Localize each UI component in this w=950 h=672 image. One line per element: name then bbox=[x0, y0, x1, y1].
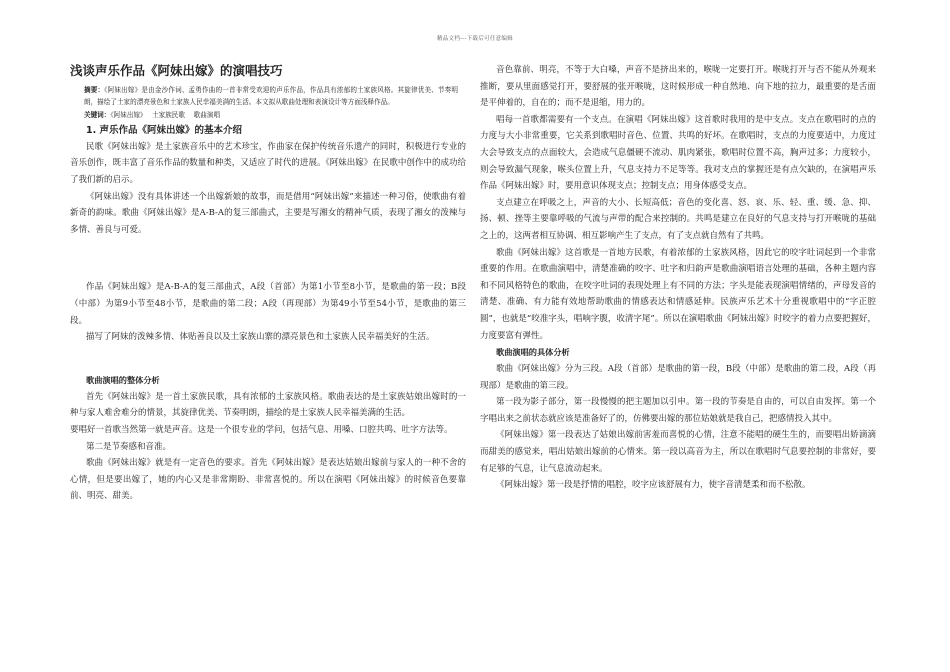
left-paragraph-2: 《阿妹出嫁》没有具体讲述一个出嫁新娘的故事，而是借用“阿妹出嫁”来描述一种习俗，使歌曲有着新奇的韵味。歌曲《阿妹出嫁》是A-B-A的复三部曲式，主要是写湘女的精神气质，表现了湘女的泼辣与多情、善良与可爱。 bbox=[70, 191, 466, 235]
left-paragraph-7: 第二是节奏感和音准。 bbox=[86, 441, 172, 452]
left-column bbox=[70, 62, 466, 505]
right-paragraph-5: 歌曲《阿妹出嫁》分为三段。A段（首部）是歌曲的第一段，B段（中部）是歌曲的第二段，A段（再现部）是歌曲的第三段。 bbox=[480, 364, 876, 391]
right-paragraph-7: 《阿妹出嫁》第一段表达了姑娘出嫁前害羞而喜悦的心情，注意不能唱的硬生生的，而要唱出娇滴滴而甜美的感觉来，唱出姑娘出嫁前的心情来。第一段以高音为主，所以在歌唱时气息要控制的非常好，要有足够的气息，让气息流动起来。 bbox=[480, 430, 876, 474]
right-paragraph-2: 唱每一首歌都需要有一个支点。在演唱《阿妹出嫁》这首歌时我用的是中支点。支点在歌唱时的点的力度与大小非常重要，它关系到歌唱时音色、位置、共鸣的好坏。在歌唱时，支点的力度要适中，力度过大会导致支点的点面较大，会造成气息僵硬不流动、肌肉紧张，歌唱时位置不高，胸声过多；力度较小，则会导致漏气现象，喉头位置上升，气息支持力不足等等。我对支点的掌握还是有点欠缺的，在演唱声乐作品《阿妹出嫁》时，要用意识体现支点；控制支点；用身体感受支点。 bbox=[480, 114, 876, 192]
left-paragraph-8: 歌曲《阿妹出嫁》就是有一定音色的要求。首先《阿妹出嫁》是表达姑娘出嫁前与家人的一种不舍的心情，但是要出嫁了，她的内心又是非常期盼、非常喜悦的。所以在演唱《阿妹出嫁》的时候音色要靠前、明亮、甜美。 bbox=[70, 458, 466, 502]
left-paragraph-1: 民歌《阿妹出嫁》是土家族音乐中的艺术珍宝，作曲家在保护传统音乐遗产的同时，积极进行专业的音乐创作，既丰富了音乐作品的数量和种类，又适应了时代的进展。《阿妹出嫁》在民歌中创作中的成功给了我们新的启示。 bbox=[70, 141, 466, 185]
keywords bbox=[70, 109, 466, 122]
right-paragraph-3: 支点建立在呼吸之上，声音的大小、长短高低；音色的变化喜、怒、哀、乐、轻、重、缓、急、抑、扬、顿、挫等主要靠呼吸的气流与声带的配合来控制的。共鸣是建立在良好的气息支持与打开喉咙的基础之上的，这两者相互协调、相互影响产生了支点，有了支点就自然有了共鸣。 bbox=[480, 197, 876, 241]
keywords-label: 关键词： bbox=[84, 110, 111, 119]
section-2-heading: 歌曲演唱的整体分析 bbox=[86, 374, 160, 385]
left-paragraph-4: 描写了阿妹的泼辣多情、体贴善良以及土家族山寨的漂亮景色和土家族人民幸福美好的生活。 bbox=[86, 332, 435, 343]
right-column bbox=[480, 62, 876, 494]
right-paragraph-6: 第一段为影子部分，第一段慢慢的把主题加以引申。第一段的节奏是自由的，可以自由发挥。第一个字唱出来之前状态就应该是准备好了的，仿佛要出嫁的那位姑娘就是我自己，把感情投入其中。 bbox=[480, 397, 876, 424]
left-paragraph-3: 作品《阿妹出嫁》是A-B-A的复三部曲式，A段（首部）为第1小节至8小节，是歌曲的第一段；B段（中部）为第9小节至48小节，是歌曲的第二段；A段（再现部）为第49小节至54小节，是歌曲的第三段。 bbox=[70, 282, 466, 326]
right-paragraph-8: 《阿妹出嫁》第一段是抒情的唱腔，咬字应该舒展有力，使字音清楚柔和而不松散。 bbox=[496, 480, 811, 491]
abstract-label: 摘要： bbox=[84, 86, 105, 94]
right-paragraph-4: 歌曲《阿妹出嫁》这首歌是一首地方民歌，有着浓郁的土家族风格，因此它的咬字吐词起到一个非常重要的作用。在歌曲演唱中，清楚准确的咬字、吐字和归韵声是歌曲演唱语言处理的基础，各种主题内容和不同风格特色的歌曲，在咬字吐词的表现处理上有不同的方法；字头是能表现演唱情绪的，声母发音的清楚、准确、有力能有效地帮助歌曲的情感表达和情感延伸。民族声乐艺术十分重视歌唱中的“字正腔圆”，也就是“咬准字头，唱响字腹，收清字尾”。所以在演唱歌曲《阿妹出嫁》时咬字的着力点要把握好，力度要富有弹性。 bbox=[480, 247, 876, 341]
abstract bbox=[70, 84, 466, 109]
left-paragraph-6: 要唱好一首歌当然第一就是声音。这是一个很专业的学问，包括气息、用嗓、口腔共鸣、吐字方法等。 bbox=[70, 424, 453, 435]
page-header: 精品文档---下载后可任意编辑 bbox=[436, 36, 514, 42]
keywords-text: 《阿妹出嫁》 土家族民歌 歌曲演唱 bbox=[110, 110, 221, 119]
section-1-heading: 1. 声乐作品《阿妹出嫁》的基本介绍 bbox=[86, 124, 243, 136]
section-3-heading: 歌曲演唱的具体分析 bbox=[496, 347, 570, 358]
article-title: 浅谈声乐作品《阿妹出嫁》的演唱技巧 bbox=[70, 63, 283, 78]
abstract-text: 《阿妹出嫁》是由金沙作词、孟勇作曲的一首非常受欢迎的声乐作品，作品具有浓郁的土家族风格。其旋律优美、节奏明朗，描绘了土家的漂亮景色和土家族人民幸福美满的生活。本文拟从歌曲处理和表演设计等方面浅释作品。 bbox=[84, 86, 459, 107]
left-paragraph-5: 首先《阿妹出嫁》是一首土家族民歌，具有浓郁的土家族风格。歌曲表达的是土家族姑娘出嫁时的一种与家人难舍难分的情景，其旋律优美、节奏明朗，描绘的是土家族人民幸福美满的生活。 bbox=[70, 391, 466, 419]
right-paragraph-1: 音色靠前、明亮，不等于大白嗓，声音不是挤出来的，喉咙一定要打开。喉咙打开与否不能从外观来推断，要从里面感觉打开，要舒展的张开喉咙，这时候形成一种自然地、向下地的拉力，最重要的是舌面是平伸着的，自在的；而不是退缩，用力的。 bbox=[480, 65, 876, 109]
